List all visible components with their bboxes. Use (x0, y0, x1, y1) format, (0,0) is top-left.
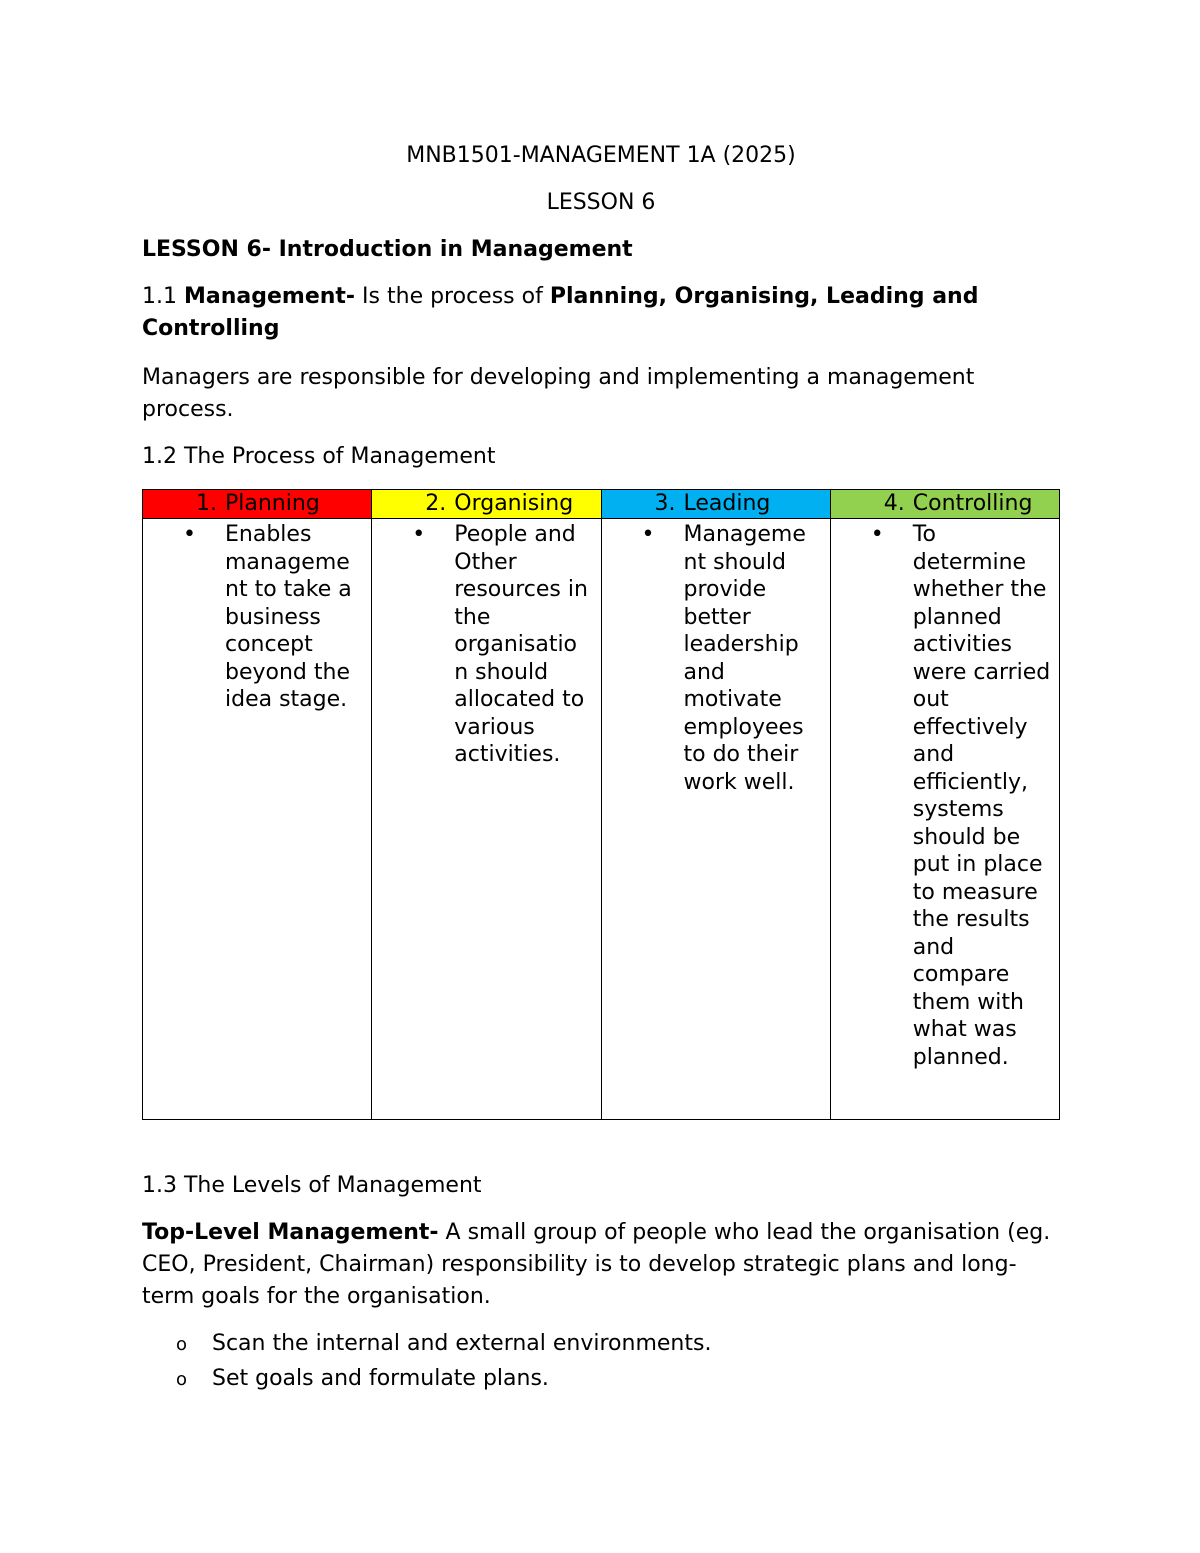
header-title: Planning (225, 491, 320, 516)
list-item-text: Scan the internal and external environments. (212, 1331, 712, 1356)
header-title: Leading (683, 491, 771, 516)
bullet-icon: • (870, 522, 884, 547)
section-1-3-title: 1.3 The Levels of Management (142, 1173, 482, 1198)
cell-text: People and Other resources in the organisatio n should allocated to various activities. (454, 522, 588, 767)
process-table-header-row (143, 490, 1060, 519)
list-item (142, 1328, 1060, 1363)
section-1-2-title: 1.2 The Process of Management (142, 444, 496, 469)
bullet-icon: • (412, 522, 426, 547)
management-term: Management- (183, 284, 356, 309)
cell-text: To determine whether the planned activities were carried out effectively and efficiently, systems should be put in place to measure the results and compare them with what was planned. (912, 522, 1051, 1070)
header-controlling (830, 490, 1059, 519)
header-planning (143, 490, 372, 519)
top-level-paragraph (142, 1217, 1060, 1313)
top-level-list (142, 1328, 1060, 1398)
bullet-icon: • (641, 522, 655, 547)
header-organising (372, 490, 601, 519)
cell-text: Enables manageme nt to take a business concept beyond the idea stage. (225, 522, 352, 712)
definition-text: Is the process of (355, 284, 550, 309)
cell-text: Manageme nt should provide better leadership and motivate employees to do their work well. (683, 522, 806, 795)
section-1-1 (142, 281, 1060, 345)
header-number: 2. (425, 491, 447, 516)
lesson-heading-text: LESSON 6- Introduction in Management (142, 237, 633, 262)
circle-bullet-icon: o (176, 1369, 188, 1390)
header-title: Organising (454, 491, 574, 516)
process-table (142, 489, 1060, 1120)
cell-organising (372, 519, 601, 1120)
managers-paragraph: Managers are responsible for developing and implementing a management process. (142, 365, 975, 422)
cell-controlling (830, 519, 1059, 1120)
header-number: 1. (196, 491, 217, 516)
header-leading (601, 490, 830, 519)
circle-bullet-icon: o (176, 1334, 188, 1355)
bullet-icon: • (183, 522, 196, 547)
header-title: Controlling (912, 491, 1033, 516)
top-level-term: Top-Level Management- (142, 1220, 439, 1245)
list-item-text: Set goals and formulate plans. (212, 1366, 549, 1391)
top-level-text: A small group of people who lead the organisation (eg. CEO, President, Chairman) responsibility is to develop strategic plans and long-term goals for the organisation. (142, 1220, 1051, 1309)
header-number: 3. (654, 491, 676, 516)
lesson-heading (142, 234, 1060, 266)
process-table-body-row (143, 519, 1060, 1120)
course-title: MNB1501-MANAGEMENT 1A (2025) (406, 143, 796, 168)
cell-leading (601, 519, 830, 1120)
management-functions: Planning, Organising, Leading and Controlling (142, 284, 979, 341)
cell-planning (143, 519, 372, 1120)
list-item (142, 1363, 1060, 1398)
header-number: 4. (883, 491, 905, 516)
section-number: 1.1 (142, 284, 184, 309)
lesson-label: LESSON 6 (546, 190, 656, 215)
